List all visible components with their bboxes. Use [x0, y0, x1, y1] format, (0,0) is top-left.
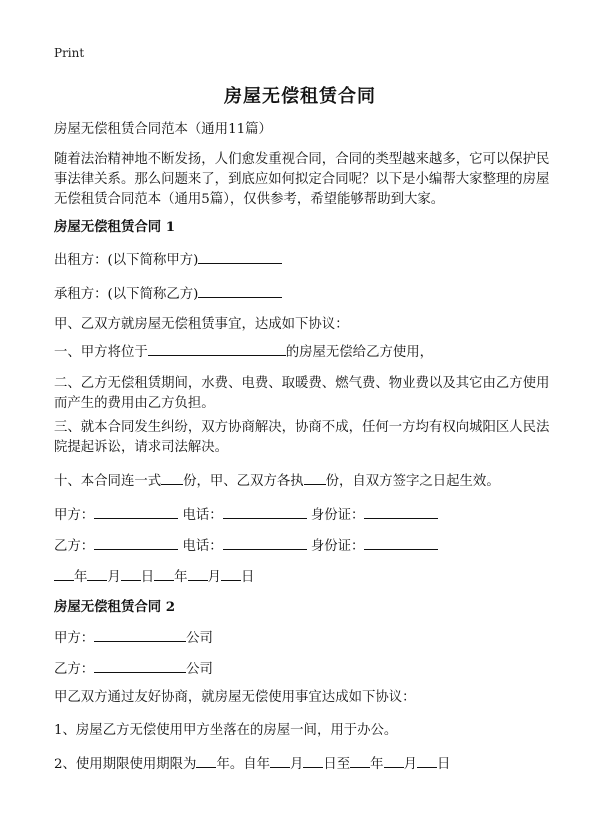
c2-start-month-blank — [270, 753, 290, 768]
contract1-clause2: 二、乙方无偿租赁期间，水费、电费、取暖费、燃气费、物业费以及其它由乙方使用而产生的费用由乙方负担。 — [54, 376, 550, 411]
contract2-party-a-line — [54, 627, 554, 649]
lessor-blank — [198, 249, 282, 264]
date2-year-blank — [154, 566, 174, 581]
party-b-phone-blank — [223, 535, 307, 550]
c2-clause2-part7: 日 — [436, 757, 451, 772]
date2-month-label: 月 — [207, 570, 221, 585]
contract2-clause1: 1、房屋乙方无偿使用甲方坐落在的房屋一间，用于办公。 — [54, 723, 398, 738]
address-blank — [148, 341, 286, 356]
c2-end-year-blank — [350, 753, 370, 768]
document-title: 房屋无偿租赁合同 — [224, 86, 376, 107]
party-a-name-blank — [94, 504, 178, 519]
contract2-heading: 房屋无偿租赁合同 2 — [54, 599, 176, 615]
party-b-name-blank — [94, 535, 178, 550]
lessee-label: 承租方：(以下简称乙方) — [54, 287, 199, 302]
clause1-start: 一、甲方将位于 — [54, 345, 148, 360]
date2-year-label: 年 — [174, 570, 188, 585]
party-a-id-label: 身份证： — [310, 508, 365, 523]
party-b-label: 乙方： — [54, 539, 95, 554]
party-a-phone-label: 电话： — [182, 508, 223, 523]
date1-month-blank — [87, 566, 107, 581]
contract2-clause2 — [54, 753, 554, 775]
c2-party-a-blank — [94, 627, 186, 642]
date1-year-label: 年 — [74, 570, 88, 585]
clause10-part1: 十、本合同连一式 — [54, 474, 162, 489]
print-link[interactable]: Print — [54, 46, 85, 60]
party-b-id-label: 身份证： — [310, 539, 365, 554]
date2-day-blank — [221, 566, 241, 581]
contract1-agreement: 甲、乙双方就房屋无偿租赁事宜，达成如下协议： — [54, 317, 349, 332]
date1-day-label: 日 — [140, 570, 155, 585]
c2-term-years-blank — [196, 753, 216, 768]
subtitle: 房屋无偿租赁合同范本（通用11篇） — [54, 122, 272, 137]
c2-party-b-blank — [94, 658, 186, 673]
copies-total-blank — [161, 470, 183, 485]
contract1-heading: 房屋无偿租赁合同 1 — [54, 219, 176, 235]
c2-party-a-label: 甲方： — [54, 631, 95, 646]
c2-clause2-part2: 年。自年 — [216, 757, 270, 772]
contract1-clause1 — [54, 341, 554, 363]
intro-paragraph: 随着法治精神地不断发扬，人们愈发重视合同，合同的类型越来越多，它可以保护民事法律关系。那么问题来了，到底应如何拟定合同呢？以下是小编帮大家整理的房屋无偿租赁合同范本（通用5篇），仅供参考，希望能够帮助到大家。 — [54, 152, 550, 207]
c2-clause2-part4: 日至 — [323, 757, 351, 772]
lessee-blank — [198, 283, 282, 298]
copies-each-blank — [304, 470, 326, 485]
party-a-id-blank — [364, 504, 438, 519]
date1-year-blank — [54, 566, 74, 581]
clause10-part2: 份，甲、乙双方各执 — [183, 474, 304, 489]
c2-clause2-part5: 年 — [370, 757, 384, 772]
party-b-id-blank — [364, 535, 438, 550]
party-b-phone-label: 电话： — [182, 539, 223, 554]
date1-month-label: 月 — [107, 570, 121, 585]
contract1-clause10 — [54, 470, 554, 492]
c2-clause2-part3: 月 — [290, 757, 304, 772]
party-a-label: 甲方： — [54, 508, 95, 523]
c2-party-b-company: 公司 — [186, 662, 213, 677]
date2-month-blank — [188, 566, 208, 581]
contract1-lessee-line — [54, 283, 554, 305]
contract1-clause3: 三、就本合同发生纠纷，双方协商解决，协商不成，任何一方均有权向城阳区人民法院提起诉讼，请求司法解决。 — [54, 420, 550, 455]
c2-clause2-part6: 月 — [403, 757, 417, 772]
c2-start-day-blank — [303, 753, 323, 768]
c2-end-day-blank — [417, 753, 437, 768]
c2-party-b-label: 乙方： — [54, 662, 95, 677]
contract2-agreement: 甲乙双方通过友好协商，就房屋无偿使用事宜达成如下协议： — [54, 690, 416, 705]
clause1-end: 的房屋无偿给乙方使用， — [285, 345, 434, 360]
date2-day-label: 日 — [240, 570, 255, 585]
date1-day-blank — [121, 566, 141, 581]
party-a-phone-blank — [223, 504, 307, 519]
contract2-party-b-line — [54, 658, 554, 680]
contract1-date-line — [54, 566, 554, 588]
c2-party-a-company: 公司 — [186, 631, 213, 646]
contract1-party-a-sign — [54, 504, 554, 526]
contract1-lessor-line — [54, 249, 554, 271]
lessor-label: 出租方：(以下简称甲方) — [54, 253, 199, 268]
c2-end-month-blank — [384, 753, 404, 768]
clause10-part3: 份，自双方签字之日起生效。 — [325, 474, 500, 489]
contract1-party-b-sign — [54, 535, 554, 557]
c2-clause2-part1: 2、使用期限使用期限为 — [54, 757, 197, 772]
